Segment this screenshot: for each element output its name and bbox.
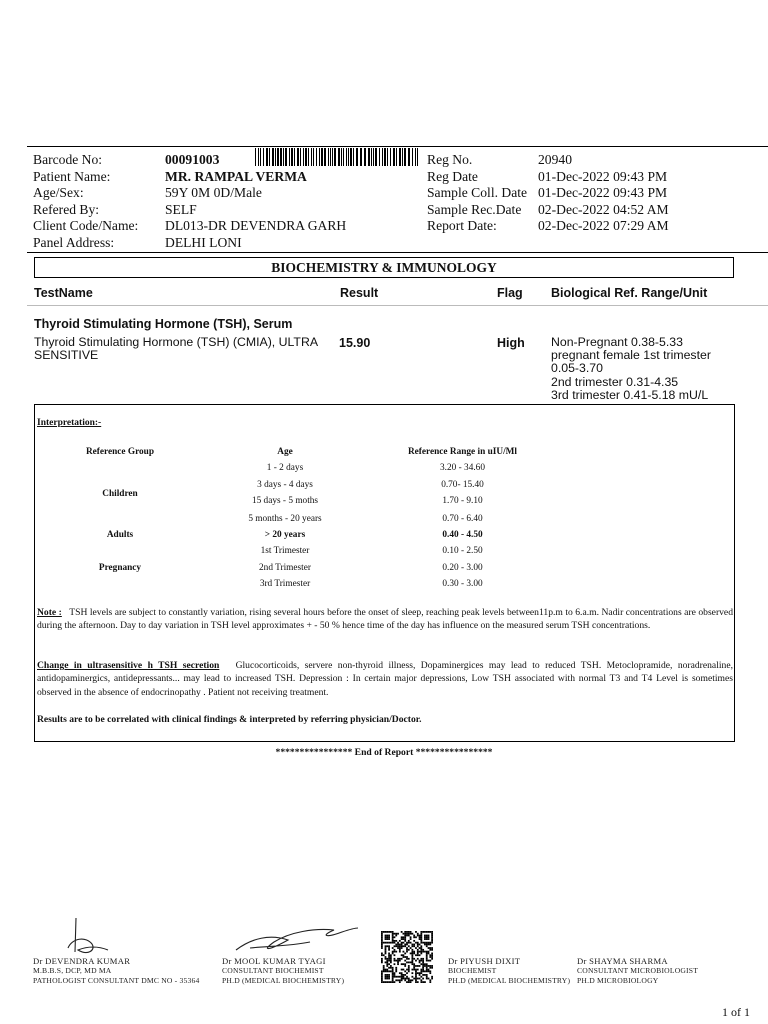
ref-range: 0.40 - 4.50 bbox=[442, 530, 483, 540]
ref-range: 0.70- 15.40 bbox=[441, 480, 484, 490]
age-sex: 59Y 0M 0D/Male bbox=[165, 185, 262, 201]
reg-no-row: Reg No. 20940 bbox=[427, 152, 572, 167]
change-paragraph bbox=[37, 659, 733, 699]
top-rule bbox=[27, 146, 768, 147]
panel-address: DELHI LONI bbox=[165, 234, 242, 250]
test-result-value: 15.90 bbox=[339, 336, 371, 350]
ref-range: 1.70 - 9.10 bbox=[442, 496, 483, 506]
ref-range: 3.20 - 34.60 bbox=[440, 463, 485, 473]
ref-range: 0.70 - 6.40 bbox=[442, 514, 483, 524]
ref-header-age: Age bbox=[277, 447, 293, 457]
col-header-flag: Flag bbox=[497, 286, 523, 300]
ref-group-adults: Adults bbox=[106, 530, 134, 540]
header-bottom-rule bbox=[27, 252, 768, 253]
page-number: 1 of 1 bbox=[722, 1005, 750, 1019]
ref-age: 2nd Trimester bbox=[259, 563, 311, 573]
note-label: Note : bbox=[37, 607, 62, 618]
col-header-range: Biological Ref. Range/Unit bbox=[551, 286, 708, 300]
ref-group-pregnancy: Pregnancy bbox=[98, 563, 142, 573]
signatory-name: Dr SHAYMA SHARMA bbox=[577, 956, 668, 966]
referred-by-row: Refered By: SELF bbox=[33, 201, 197, 217]
ref-age: 3 days - 4 days bbox=[257, 480, 313, 490]
ref-age: 1st Trimester bbox=[260, 546, 310, 556]
change-text: Glucocorticoids, servere non-thyroid illness, Dopaminergices may lead to reduced TSH. Metoclopramide, noradrenaline, antidopaminergics, antidepressants... may lead to increased TSH. Depression : In certain major depressions, Low TSH associated with normal T3 and T4 Level is sometimes observed in the absence of endocrinopathy . Patient not receiving treatment. bbox=[37, 660, 733, 698]
interpretation-title: Interpretation:- bbox=[37, 418, 102, 428]
ref-age: 1 - 2 days bbox=[266, 463, 304, 473]
signatory-name: Dr DEVENDRA KUMAR bbox=[33, 956, 131, 966]
range-line: 0.05-3.70 bbox=[551, 361, 603, 376]
range-line: pregnant female 1st trimester bbox=[551, 348, 711, 363]
end-of-report: **************** End of Report **************** bbox=[275, 747, 493, 758]
signatory-title: PH.D (MEDICAL BIOCHEMISTRY) bbox=[448, 976, 571, 985]
patient-info-left bbox=[33, 152, 346, 252]
ref-age: 5 months - 20 years bbox=[248, 514, 322, 524]
ref-range: 0.20 - 3.00 bbox=[442, 563, 483, 573]
signature-block bbox=[222, 956, 344, 986]
barcode-graphic bbox=[255, 148, 420, 166]
signatory-title: PH.D (MEDICAL BIOCHEMISTRY) bbox=[222, 976, 345, 985]
sample-coll-date-row: Sample Coll. Date 01-Dec-2022 09:43 PM bbox=[427, 185, 668, 201]
test-name: Thyroid Stimulating Hormone (TSH) (CMIA), ULTRA SENSITIVE bbox=[34, 335, 318, 362]
ref-range: 0.10 - 2.50 bbox=[442, 546, 483, 556]
signature-block bbox=[448, 956, 570, 986]
test-group-title: Thyroid Stimulating Hormone (TSH), Serum bbox=[34, 317, 293, 331]
ref-group-children: Children bbox=[102, 489, 138, 499]
change-label: Change in ultrasensitive h TSH secretion bbox=[37, 660, 220, 671]
col-header-testname: TestName bbox=[34, 286, 93, 300]
reg-date-row: Reg Date 01-Dec-2022 09:43 PM bbox=[427, 168, 668, 184]
patient-info-right bbox=[427, 152, 669, 235]
signatory-name: Dr MOOL KUMAR TYAGI bbox=[222, 956, 326, 966]
ref-range: 0.30 - 3.00 bbox=[442, 579, 483, 589]
sample-rec-date: 02-Dec-2022 04:52 AM bbox=[538, 201, 669, 217]
ref-header-group: Reference Group bbox=[85, 447, 155, 457]
test-flag: High bbox=[497, 336, 525, 350]
signature-block bbox=[577, 956, 698, 986]
report-date: 02-Dec-2022 07:29 AM bbox=[538, 218, 669, 234]
signatory-title: PATHOLOGIST CONSULTANT DMC NO - 35364 bbox=[33, 976, 200, 985]
correlation-statement: Results are to be correlated with clinical findings & interpreted by referring physician/Doctor. bbox=[37, 714, 422, 725]
reg-no: 20940 bbox=[538, 152, 572, 167]
sample-coll-date: 01-Dec-2022 09:43 PM bbox=[538, 185, 668, 201]
signatory-title: PH.D MICROBIOLOGY bbox=[577, 976, 659, 985]
patient-name-row: Patient Name: MR. RAMPAL VERMA bbox=[33, 168, 307, 184]
reference-range bbox=[551, 336, 751, 402]
note-text: TSH levels are subject to constantly variation, rising several hours before the onset of sleep, reaching peak levels between11p.m to 6.a.m. Nadir concentrations are observed during the afternoon. Day to day variation in TSH level approximates + - 50 % hence time of the day has influence on the measured serum TSH concentrations. bbox=[37, 607, 733, 632]
signature-mool bbox=[230, 918, 360, 954]
range-line: 2nd trimester 0.31-4.35 bbox=[551, 374, 679, 389]
sample-rec-date-row: Sample Rec.Date 02-Dec-2022 04:52 AM bbox=[427, 201, 669, 217]
ref-age: 15 days - 5 moths bbox=[251, 496, 319, 506]
signatory-title: CONSULTANT BIOCHEMIST bbox=[222, 966, 324, 975]
ref-age: 3rd Trimester bbox=[259, 579, 311, 589]
age-sex-row: Age/Sex: 59Y 0M 0D/Male bbox=[33, 185, 262, 201]
ref-age: > 20 years bbox=[264, 530, 306, 540]
client-code: DL013-DR DEVENDRA GARH bbox=[165, 218, 347, 234]
patient-name: MR. RAMPAL VERMA bbox=[165, 168, 307, 184]
ref-header-range: Reference Range in uIU/Ml bbox=[407, 447, 518, 457]
barcode-number: 00091003 bbox=[165, 152, 220, 167]
client-code-row: Client Code/Name: DL013-DR DEVENDRA GARH bbox=[33, 218, 347, 234]
barcode-row: Barcode No: 00091003 bbox=[33, 152, 220, 167]
signatory-title: BIOCHEMIST bbox=[448, 966, 497, 975]
signatory-title: M.B.B.S, DCP, MD MA bbox=[33, 966, 112, 975]
signature-devendra bbox=[62, 912, 112, 956]
signature-block bbox=[33, 956, 200, 986]
signatory-title: CONSULTANT MICROBIOLOGIST bbox=[577, 966, 699, 975]
table-header-rule bbox=[27, 305, 768, 306]
reg-date: 01-Dec-2022 09:43 PM bbox=[538, 168, 668, 184]
range-line: Non-Pregnant 0.38-5.33 bbox=[551, 335, 683, 349]
section-title: BIOCHEMISTRY & IMMUNOLOGY bbox=[34, 257, 734, 278]
col-header-result: Result bbox=[340, 286, 379, 300]
signatory-name: Dr PIYUSH DIXIT bbox=[448, 956, 521, 966]
note-paragraph bbox=[37, 606, 733, 633]
panel-address-row: Panel Address: DELHI LONI bbox=[33, 234, 242, 250]
qr-code bbox=[381, 931, 433, 983]
range-line: 3rd trimester 0.41-5.18 mU/L bbox=[551, 387, 709, 402]
report-date-row: Report Date: 02-Dec-2022 07:29 AM bbox=[427, 218, 669, 234]
referred-by: SELF bbox=[165, 201, 197, 217]
